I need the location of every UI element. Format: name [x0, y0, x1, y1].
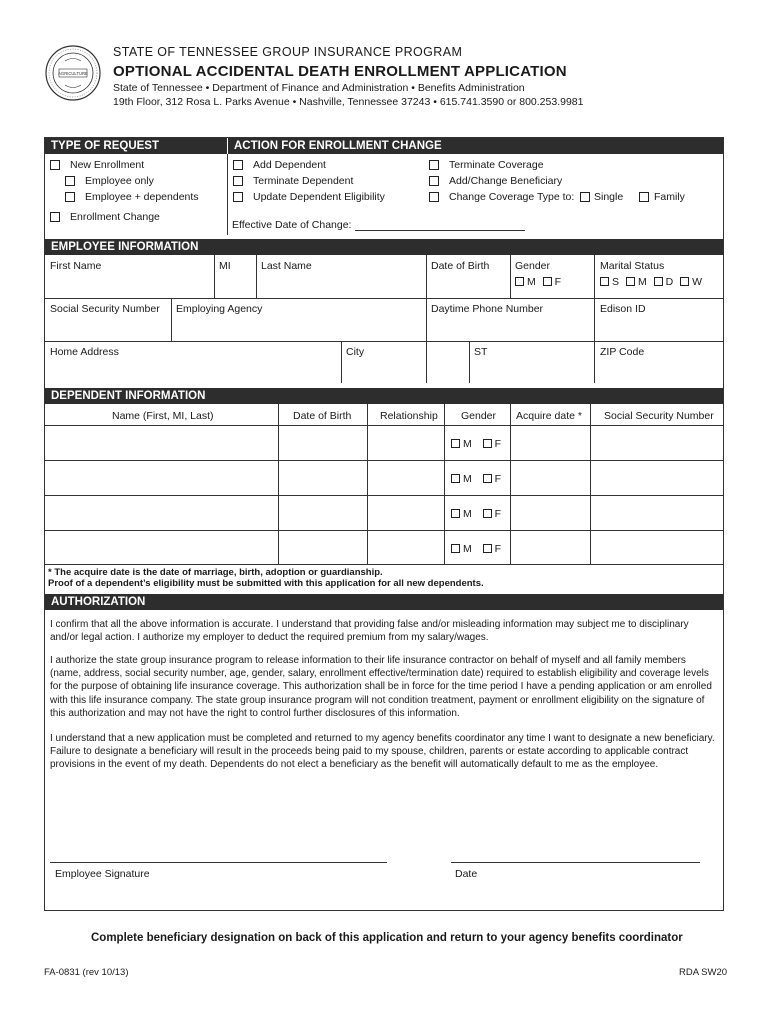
employee-dependents-checkbox[interactable]: [65, 192, 75, 202]
action-header: ACTION FOR ENROLLMENT CHANGE: [228, 138, 723, 154]
dep3-m-checkbox[interactable]: [451, 509, 460, 518]
dependent-row-2-gender[interactable]: [451, 473, 501, 485]
add-dependent-checkbox[interactable]: [233, 160, 243, 170]
divider: [444, 404, 445, 564]
marital-d-label: D: [665, 276, 674, 288]
dep-col-ssn: Social Security Number: [604, 410, 714, 422]
gender-label: Gender: [515, 260, 551, 272]
home-address-field[interactable]: Home Address: [50, 346, 119, 358]
enrollment-change-label: Enrollment Change: [70, 211, 160, 223]
divider: [341, 341, 342, 383]
signature-line[interactable]: [50, 862, 387, 863]
divider: [594, 255, 595, 383]
dep-col-acquire-date: Acquire date *: [516, 410, 582, 422]
divider: [278, 404, 279, 564]
authorization-paragraph-2: I authorize the state group insurance program to release information to their life insurance contractor on behalf of myself and all family members (name, address, social security number, age, gender, salary, enrollment effective/termination date) required to establish eligibility and coverage levels for the purpose of obtaining life insurance coverage. This authorization shall be in force for the time period I have a pending application or am enrolled with this life insurance company. The state group insurance program will not condition treatment, payment or enrollment eligibility on the signature of this authorization and may not have the right to control further disclosures of this information.: [50, 655, 712, 719]
change-coverage-type-checkbox[interactable]: [429, 192, 439, 202]
update-eligibility-label: Update Dependent Eligibility: [253, 191, 385, 203]
divider: [45, 564, 723, 565]
type-of-request-header: TYPE OF REQUEST: [45, 138, 227, 154]
dep-col-dob: Date of Birth: [293, 410, 352, 422]
divider: [45, 298, 723, 299]
divider: [256, 255, 257, 298]
dependent-row-4-gender[interactable]: [451, 543, 501, 555]
phone-field[interactable]: Daytime Phone Number: [431, 303, 544, 315]
marital-s-checkbox[interactable]: [600, 277, 609, 286]
divider: [171, 298, 172, 341]
effective-date-label: Effective Date of Change:: [232, 219, 352, 231]
mi-field[interactable]: MI: [219, 260, 231, 272]
terminate-coverage-checkbox[interactable]: [429, 160, 439, 170]
dep2-f-checkbox[interactable]: [483, 474, 492, 483]
program-name: STATE OF TENNESSEE GROUP INSURANCE PROGRAM: [113, 45, 463, 59]
divider: [469, 341, 470, 383]
gender-m-label: M: [527, 276, 536, 288]
divider: [214, 255, 215, 298]
edison-id-field[interactable]: Edison ID: [600, 303, 646, 315]
divider: [45, 495, 723, 496]
divider: [45, 425, 723, 426]
dep2-f-label: F: [494, 473, 502, 485]
divider: [45, 530, 723, 531]
dependent-row-3-gender[interactable]: [451, 508, 501, 520]
eligibility-proof-note: Proof of a dependent’s eligibility must be submitted with this application for all new dependents.: [48, 578, 484, 589]
family-checkbox[interactable]: [639, 192, 649, 202]
marital-d-checkbox[interactable]: [654, 277, 663, 286]
department-line: State of Tennessee • Department of Finance and Administration • Benefits Administration: [113, 82, 525, 94]
dep3-f-label: F: [494, 508, 502, 520]
divider: [510, 404, 511, 564]
signature-label: Employee Signature: [55, 868, 150, 880]
gender-m-checkbox[interactable]: [515, 277, 524, 286]
dependent-info-header: DEPENDENT INFORMATION: [45, 388, 723, 404]
employee-only-label: Employee only: [85, 175, 154, 187]
marital-s-label: S: [612, 276, 620, 288]
marital-status-label: Marital Status: [600, 260, 665, 272]
form-number: FA-0831 (rev 10/13): [44, 967, 129, 978]
dep3-m-label: M: [463, 508, 472, 520]
dep3-f-checkbox[interactable]: [483, 509, 492, 518]
terminate-coverage-label: Terminate Coverage: [449, 159, 544, 171]
marital-m-checkbox[interactable]: [626, 277, 635, 286]
employee-info-header: EMPLOYEE INFORMATION: [45, 239, 723, 255]
last-name-field[interactable]: Last Name: [261, 260, 312, 272]
dob-field[interactable]: Date of Birth: [431, 260, 490, 272]
dep2-m-label: M: [463, 473, 472, 485]
dep4-f-label: F: [494, 543, 502, 555]
date-line[interactable]: [451, 862, 700, 863]
enrollment-change-checkbox[interactable]: [50, 212, 60, 222]
dep4-m-label: M: [463, 543, 472, 555]
authorization-paragraph-3: I understand that a new application must be completed and returned to my agency benefits coordinator any time I want to designate a new beneficiary. Failure to designate a beneficiary will result in the proceeds being paid to my spouse, children, parents or estate according to applicable contract provisions in the event of my death. Dependents do not elect a beneficiary as the benefit will automatically default to me as the employee.: [50, 733, 715, 771]
first-name-field[interactable]: First Name: [50, 260, 102, 272]
date-label: Date: [455, 868, 478, 880]
divider: [45, 460, 723, 461]
divider: [227, 154, 228, 235]
form-title: OPTIONAL ACCIDENTAL DEATH ENROLLMENT APPLICATION: [113, 63, 567, 80]
employee-dependents-label: Employee + dependents: [85, 191, 199, 203]
marital-w-label: W: [692, 276, 703, 288]
dep1-f-checkbox[interactable]: [483, 439, 492, 448]
acquire-date-note: * The acquire date is the date of marriage, birth, adoption or guardianship.: [48, 567, 383, 578]
divider: [426, 255, 427, 383]
divider: [590, 404, 591, 564]
employing-agency-field[interactable]: Employing Agency: [176, 303, 263, 315]
dep-col-name: Name (First, MI, Last): [112, 410, 214, 422]
dep1-m-label: M: [463, 438, 472, 450]
add-dependent-label: Add Dependent: [253, 159, 326, 171]
gender-options[interactable]: [515, 276, 561, 288]
dependent-row-1-gender[interactable]: [451, 438, 501, 450]
return-instruction: Complete beneficiary designation on back of this application and return to your agency benefits coordinator: [91, 932, 683, 944]
update-eligibility-checkbox[interactable]: [233, 192, 243, 202]
add-change-beneficiary-checkbox[interactable]: [429, 176, 439, 186]
dep-col-gender: Gender: [461, 410, 497, 422]
family-label: Family: [654, 191, 685, 203]
new-enrollment-label: New Enrollment: [70, 159, 145, 171]
authorization-paragraph-1: I confirm that all the above information is accurate. I understand that providing false and/or misleading information may subject me to disciplinary and/or legal action. I authorize my employer to deduct the required premium from my salary/wages.: [50, 619, 689, 644]
marital-m-label: M: [637, 276, 647, 288]
effective-date-field[interactable]: [355, 230, 525, 231]
divider: [510, 255, 511, 298]
rda-code: RDA SW20: [679, 967, 728, 978]
marital-w-checkbox[interactable]: [680, 277, 689, 286]
divider: [367, 404, 368, 564]
authorization-header: AUTHORIZATION: [45, 594, 723, 610]
dep1-m-checkbox[interactable]: [451, 439, 460, 448]
state-seal-logo: [45, 45, 101, 101]
terminate-dependent-label: Terminate Dependent: [253, 175, 354, 187]
ssn-field[interactable]: Social Security Number: [50, 303, 160, 315]
dep2-m-checkbox[interactable]: [451, 474, 460, 483]
marital-options[interactable]: [600, 276, 702, 288]
terminate-dependent-checkbox[interactable]: [233, 176, 243, 186]
employee-only-checkbox[interactable]: [65, 176, 75, 186]
gender-f-label: F: [554, 276, 562, 288]
new-enrollment-checkbox[interactable]: [50, 160, 60, 170]
svg-text:AGRICULTURE: AGRICULTURE: [58, 71, 88, 76]
state-field[interactable]: ST: [474, 346, 488, 358]
single-checkbox[interactable]: [580, 192, 590, 202]
city-field[interactable]: City: [346, 346, 365, 358]
divider: [45, 341, 723, 342]
single-label: Single: [594, 191, 624, 203]
add-change-beneficiary-label: Add/Change Beneficiary: [449, 175, 563, 187]
address-line: 19th Floor, 312 Rosa L. Parks Avenue • Nashville, Tennessee 37243 • 615.741.3590 or 800.253.9981: [113, 96, 584, 108]
dep1-f-label: F: [494, 438, 502, 450]
dep-col-relationship: Relationship: [380, 410, 438, 422]
change-coverage-type-label: Change Coverage Type to:: [449, 191, 575, 203]
dep4-m-checkbox[interactable]: [451, 544, 460, 553]
gender-f-checkbox[interactable]: [543, 277, 552, 286]
zip-field[interactable]: ZIP Code: [600, 346, 645, 358]
dep4-f-checkbox[interactable]: [483, 544, 492, 553]
